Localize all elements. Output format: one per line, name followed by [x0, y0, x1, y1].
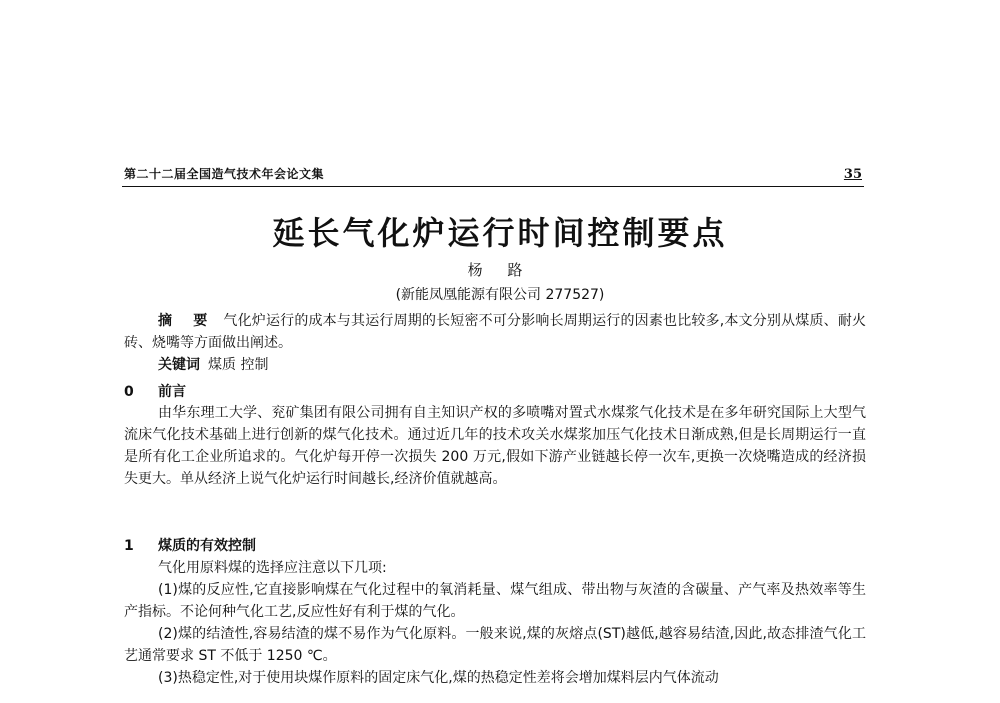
journal-name: 第二十二届全国造气技术年会论文集 [124, 167, 325, 181]
section-title: 前言 [158, 384, 186, 400]
section-number: 1 [124, 538, 134, 554]
abstract [124, 310, 866, 354]
author-name: 杨 路 [467, 261, 533, 279]
keywords-text: 煤质 控制 [208, 357, 269, 373]
page-number: 35 [843, 167, 862, 182]
section-heading-1 [124, 535, 256, 555]
section-1-body [124, 557, 866, 689]
abstract-block [124, 310, 866, 376]
paragraph: (1)煤的反应性,它直接影响煤在气化过程中的氧消耗量、煤气组成、带出物与灰渣的含碳量、产气率及热效率等生产指标。不论何种气化工艺,反应性好有利于煤的气化。 [124, 582, 866, 620]
paragraph: 气化用原料煤的选择应注意以下几项: [158, 560, 387, 576]
section-number: 0 [124, 384, 134, 400]
article-title: 延长气化炉运行时间控制要点 [272, 214, 728, 252]
running-header [122, 160, 864, 187]
keywords-label: 关键词 [158, 357, 200, 373]
section-heading-0 [124, 381, 186, 401]
paragraph: (2)煤的结渣性,容易结渣的煤不易作为气化原料。一般来说,煤的灰熔点(ST)越低,越容易结渣,因此,故态排渣气化工艺通常要求 ST 不低于 1250 ℃。 [124, 626, 866, 664]
paragraph: (3)热稳定性,对于使用块煤作原料的固定床气化,煤的热稳定性差将会增加煤料层内气体流动 [158, 670, 719, 686]
paragraph: 由华东理工大学、兖矿集团有限公司拥有自主知识产权的多喷嘴对置式水煤浆气化技术是在多年研究国际上大型气流床气化技术基础上进行创新的煤气化技术。通过近几年的技术攻关水煤浆加压气化技术日渐成熟,但是长周期运行一直是所有化工企业所追求的。气化炉每开停一次损失 200 万元,假如下游产业链越长停一次车,更换一次烧嘴造成的经济损失更大。单从经济上说气化炉运行时间越长,经济价值就越高。 [124, 405, 866, 487]
abstract-text: 气化炉运行的成本与其运行周期的长短密不可分影响长周期运行的因素也比较多,本文分别从煤质、耐火砖、烧嘴等方面做出阐述。 [124, 313, 866, 351]
keywords [124, 354, 866, 376]
abstract-label: 摘 要 [158, 313, 216, 329]
section-title: 煤质的有效控制 [158, 538, 256, 554]
author-affiliation: (新能凤凰能源有限公司 277527) [395, 287, 605, 303]
section-0-body [124, 402, 866, 490]
